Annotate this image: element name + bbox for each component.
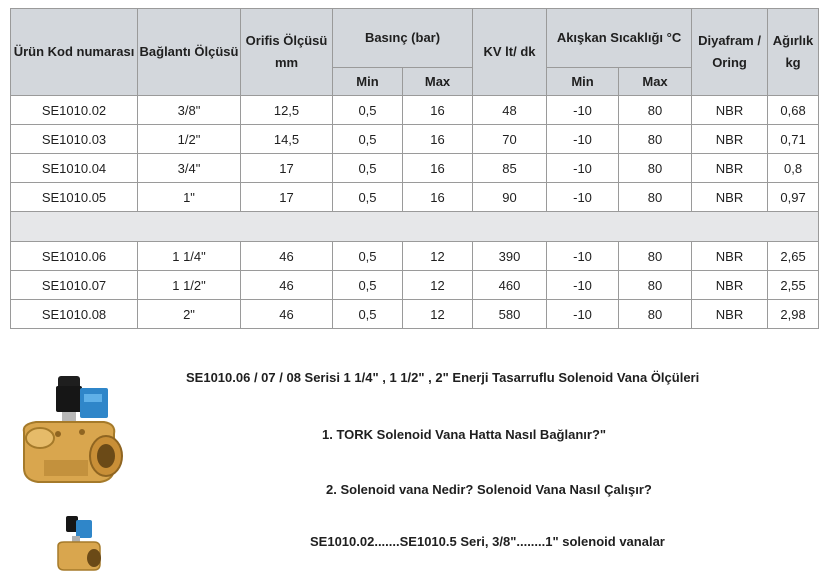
table-cell: SE1010.05 bbox=[11, 183, 138, 212]
table-cell: 80 bbox=[619, 300, 692, 329]
header-temperature: Akışkan Sıcaklığı °C bbox=[547, 9, 692, 68]
header-orifice: Orifis Ölçüsü mm bbox=[241, 9, 333, 96]
table-cell: NBR bbox=[692, 125, 768, 154]
table-cell: 1/2" bbox=[138, 125, 241, 154]
table-cell: NBR bbox=[692, 183, 768, 212]
table-cell: 3/4" bbox=[138, 154, 241, 183]
series-large-caption: SE1010.06 / 07 / 08 Serisi 1 1/4" , 1 1/2" , 2" Enerji Tasarruflu Solenoid Vana Ölçüleri bbox=[186, 370, 700, 385]
table-cell: SE1010.02 bbox=[11, 96, 138, 125]
table-cell: 16 bbox=[403, 96, 473, 125]
header-weight: Ağırlık kg bbox=[768, 9, 819, 96]
table-cell: 80 bbox=[619, 242, 692, 271]
solenoid-valve-large-image[interactable] bbox=[14, 372, 126, 500]
header-pressure-min: Min bbox=[333, 68, 403, 96]
table-cell: 17 bbox=[241, 183, 333, 212]
table-cell: 16 bbox=[403, 183, 473, 212]
table-cell: 0,8 bbox=[768, 154, 819, 183]
table-cell: 1" bbox=[138, 183, 241, 212]
table-cell: 0,5 bbox=[333, 96, 403, 125]
header-pressure-max: Max bbox=[403, 68, 473, 96]
table-cell: 0,97 bbox=[768, 183, 819, 212]
wiring-guide-link[interactable]: 1. TORK Solenoid Vana Hatta Nasıl Bağlanır?" bbox=[322, 427, 607, 442]
table-cell: -10 bbox=[547, 271, 619, 300]
table-cell: 2,65 bbox=[768, 242, 819, 271]
table-cell: NBR bbox=[692, 154, 768, 183]
table-cell: SE1010.06 bbox=[11, 242, 138, 271]
table-cell: 12 bbox=[403, 271, 473, 300]
solenoid-valve-small-image[interactable] bbox=[52, 514, 104, 574]
table-cell: 0,68 bbox=[768, 96, 819, 125]
header-pressure: Basınç (bar) bbox=[333, 9, 473, 68]
table-cell: NBR bbox=[692, 271, 768, 300]
table-cell: SE1010.04 bbox=[11, 154, 138, 183]
table-cell: 46 bbox=[241, 242, 333, 271]
table-row bbox=[11, 154, 819, 183]
table-cell: 390 bbox=[473, 242, 547, 271]
what-is-solenoid-link[interactable]: 2. Solenoid vana Nedir? Solenoid Vana Nasıl Çalışır? bbox=[326, 482, 652, 497]
table-cell: 17 bbox=[241, 154, 333, 183]
table-cell: NBR bbox=[692, 96, 768, 125]
table-cell: 0,71 bbox=[768, 125, 819, 154]
table-cell: 85 bbox=[473, 154, 547, 183]
table-cell: 12,5 bbox=[241, 96, 333, 125]
table-cell: 12 bbox=[403, 242, 473, 271]
table-cell: 12 bbox=[403, 300, 473, 329]
table-row bbox=[11, 300, 819, 329]
table-cell: -10 bbox=[547, 300, 619, 329]
table-separator-row bbox=[11, 212, 819, 242]
table-cell: 1 1/4" bbox=[138, 242, 241, 271]
table-cell: 48 bbox=[473, 96, 547, 125]
table-cell: SE1010.03 bbox=[11, 125, 138, 154]
table-cell: 0,5 bbox=[333, 300, 403, 329]
separator-cell bbox=[11, 212, 819, 242]
table-cell: 3/8" bbox=[138, 96, 241, 125]
table-row bbox=[11, 125, 819, 154]
table-row bbox=[11, 271, 819, 300]
header-temperature-min: Min bbox=[547, 68, 619, 96]
table-cell: 0,5 bbox=[333, 242, 403, 271]
table-cell: -10 bbox=[547, 125, 619, 154]
table-cell: 2,55 bbox=[768, 271, 819, 300]
table-cell: 0,5 bbox=[333, 271, 403, 300]
table-cell: 80 bbox=[619, 125, 692, 154]
table-cell: 46 bbox=[241, 300, 333, 329]
series-small-caption[interactable]: SE1010.02.......SE1010.5 Seri, 3/8"........1" solenoid vanalar bbox=[310, 534, 665, 549]
table-cell: 14,5 bbox=[241, 125, 333, 154]
table-cell: 460 bbox=[473, 271, 547, 300]
table-cell: NBR bbox=[692, 300, 768, 329]
header-temperature-max: Max bbox=[619, 68, 692, 96]
table-cell: NBR bbox=[692, 242, 768, 271]
table-cell: 1 1/2" bbox=[138, 271, 241, 300]
table-cell: 16 bbox=[403, 125, 473, 154]
table-cell: 0,5 bbox=[333, 125, 403, 154]
spec-table bbox=[10, 8, 819, 329]
table-cell: 0,5 bbox=[333, 183, 403, 212]
header-connection: Bağlantı Ölçüsü bbox=[138, 9, 241, 96]
table-cell: 80 bbox=[619, 183, 692, 212]
table-cell: 80 bbox=[619, 271, 692, 300]
table-cell: 46 bbox=[241, 271, 333, 300]
table-cell: 2" bbox=[138, 300, 241, 329]
header-diaphragm: Diyafram / Oring bbox=[692, 9, 768, 96]
table-cell: -10 bbox=[547, 154, 619, 183]
header-kv: KV lt/ dk bbox=[473, 9, 547, 96]
table-cell: -10 bbox=[547, 96, 619, 125]
table-row bbox=[11, 96, 819, 125]
table-cell: 2,98 bbox=[768, 300, 819, 329]
table-cell: -10 bbox=[547, 242, 619, 271]
table-cell: 16 bbox=[403, 154, 473, 183]
header-code: Ürün Kod numarası bbox=[11, 9, 138, 96]
table-cell: 80 bbox=[619, 96, 692, 125]
table-cell: -10 bbox=[547, 183, 619, 212]
table-row bbox=[11, 242, 819, 271]
table-cell: SE1010.07 bbox=[11, 271, 138, 300]
table-cell: 580 bbox=[473, 300, 547, 329]
table-cell: 70 bbox=[473, 125, 547, 154]
table-cell: 80 bbox=[619, 154, 692, 183]
table-row bbox=[11, 183, 819, 212]
table-cell: 0,5 bbox=[333, 154, 403, 183]
table-cell: SE1010.08 bbox=[11, 300, 138, 329]
table-cell: 90 bbox=[473, 183, 547, 212]
